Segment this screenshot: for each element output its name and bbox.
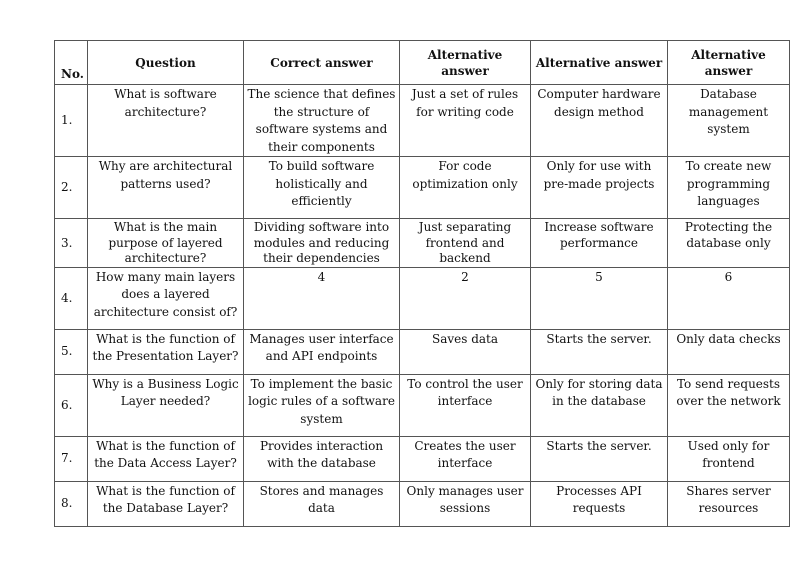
alternative-answer-cell: For code optimization only [400,157,531,219]
alternative-answer-cell: Database management system [668,85,790,157]
table-row [55,374,790,436]
question-cell: What is the function of the Database Layer? [88,481,244,526]
row-number: 8. [55,481,88,526]
table-row [55,219,790,268]
alternative-answer-cell: Increase software performance [531,219,668,268]
header-row [55,41,790,85]
alternative-answer-cell: Creates the user interface [400,436,531,481]
header-no: No. [55,41,88,85]
header-question: Question [88,41,244,85]
question-cell: What is the main purpose of layered architecture? [88,219,244,268]
correct-answer-cell: Stores and manages data [244,481,400,526]
alternative-answer-cell: Protecting the database only [668,219,790,268]
question-cell: What is software architecture? [88,85,244,157]
correct-answer-cell: Manages user interface and API endpoints [244,329,400,374]
row-number: 3. [55,219,88,268]
alternative-answer-cell: To control the user interface [400,374,531,436]
header-alternative-answer-2: Alternative answer [531,41,668,85]
table-row [55,85,790,157]
alternative-answer-cell: Just a set of rules for writing code [400,85,531,157]
alternative-answer-cell: Only for storing data in the database [531,374,668,436]
alternative-answer-cell: Processes API requests [531,481,668,526]
row-number: 6. [55,374,88,436]
header-alternative-answer-1: Alternative answer [400,41,531,85]
alternative-answer-cell: Just separating frontend and backend [400,219,531,268]
correct-answer-cell: To build software holistically and efficiently [244,157,400,219]
alternative-answer-cell: Starts the server. [531,329,668,374]
correct-answer-cell: The science that defines the structure of software systems and their components [244,85,400,157]
alternative-answer-cell: Used only for frontend [668,436,790,481]
alternative-answer-cell: Only for use with pre-made projects [531,157,668,219]
question-cell: Why is a Business Logic Layer needed? [88,374,244,436]
quiz-table [54,40,790,527]
alternative-answer-cell: Only data checks [668,329,790,374]
alternative-answer-cell: Computer hardware design method [531,85,668,157]
row-number: 7. [55,436,88,481]
header-alternative-answer-3: Alternative answer [668,41,790,85]
table-row [55,157,790,219]
correct-answer-cell: 4 [244,267,400,329]
correct-answer-cell: To implement the basic logic rules of a software system [244,374,400,436]
alternative-answer-cell: To send requests over the network [668,374,790,436]
question-cell: How many main layers does a layered architecture consist of? [88,267,244,329]
alternative-answer-cell: Shares server resources [668,481,790,526]
alternative-answer-cell: 5 [531,267,668,329]
alternative-answer-cell: Starts the server. [531,436,668,481]
correct-answer-cell: Provides interaction with the database [244,436,400,481]
alternative-answer-cell: 6 [668,267,790,329]
alternative-answer-cell: Saves data [400,329,531,374]
header-correct-answer: Correct answer [244,41,400,85]
correct-answer-cell: Dividing software into modules and reducing their dependencies [244,219,400,268]
table-row [55,436,790,481]
table-row [55,267,790,329]
table-row [55,481,790,526]
table-row [55,329,790,374]
question-cell: What is the function of the Data Access Layer? [88,436,244,481]
row-number: 2. [55,157,88,219]
question-cell: What is the function of the Presentation Layer? [88,329,244,374]
alternative-answer-cell: 2 [400,267,531,329]
alternative-answer-cell: Only manages user sessions [400,481,531,526]
question-cell: Why are architectural patterns used? [88,157,244,219]
alternative-answer-cell: To create new programming languages [668,157,790,219]
row-number: 5. [55,329,88,374]
row-number: 1. [55,85,88,157]
row-number: 4. [55,267,88,329]
